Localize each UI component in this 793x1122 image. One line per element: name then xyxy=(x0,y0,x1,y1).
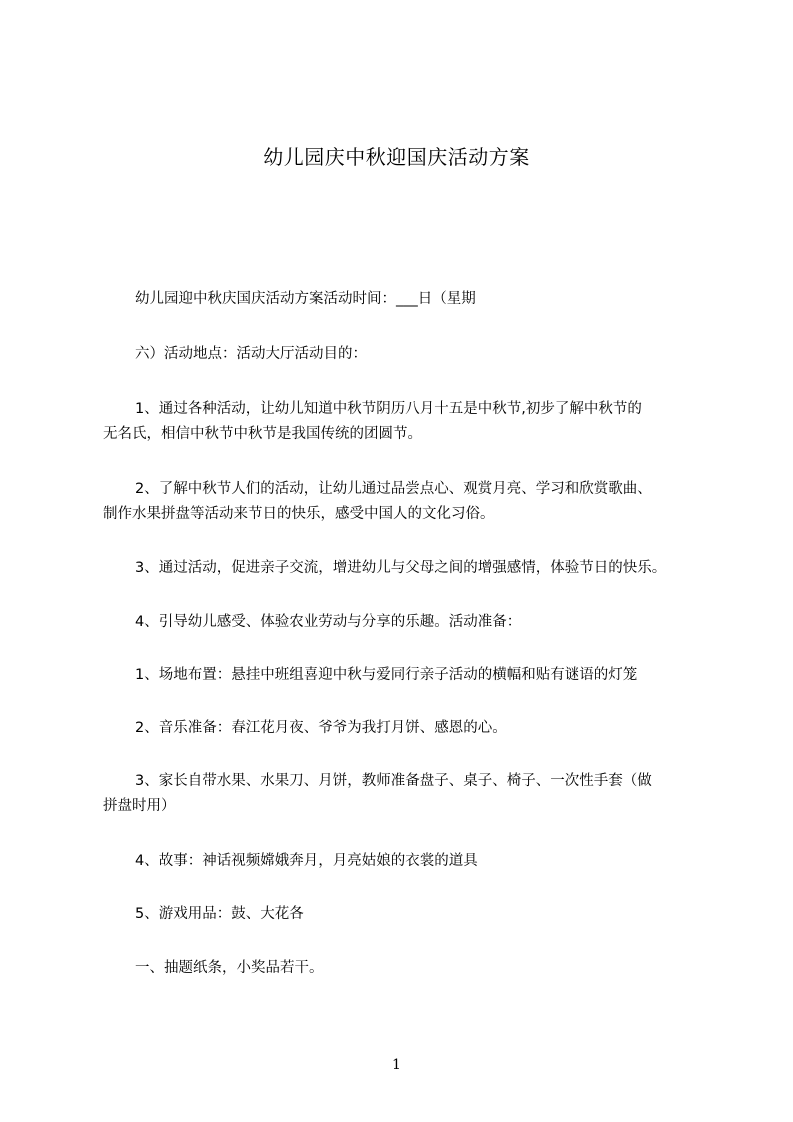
paragraph-line: 拼盘时用） xyxy=(103,798,176,814)
paragraph-line: 无名氏，相信中秋节中秋节是我国传统的团圆节。 xyxy=(103,426,422,442)
paragraph-line: 5、游戏用品：鼓、大花各 xyxy=(135,906,304,922)
page-number: 1 xyxy=(392,1057,401,1073)
paragraph xyxy=(103,716,713,741)
paragraph-line: 3、家长自带水果、水果刀、月饼，教师准备盘子、桌子、椅子、一次性手套（做 xyxy=(135,773,652,789)
paragraph-line: 3、通过活动，促进亲子交流，增进幼儿与父母之间的增强感情，体验节日的快乐。 xyxy=(135,560,667,576)
paragraph xyxy=(103,397,713,447)
paragraph xyxy=(103,342,713,367)
paragraph xyxy=(103,956,713,981)
document-title: 幼儿园庆中秋迎国庆活动方案 xyxy=(263,145,530,169)
paragraph-line: 4、引导幼儿感受、体验农业劳动与分享的乐趣。活动准备： xyxy=(135,614,522,630)
paragraph xyxy=(103,769,713,819)
paragraph-line: 1、场地布置：悬挂中班组喜迎中秋与爱同行亲子活动的横幅和贴有谜语的灯笼 xyxy=(135,667,638,683)
paragraph-line: 幼儿园迎中秋庆国庆活动方案活动时间：___日（星期 xyxy=(135,291,476,307)
paragraph xyxy=(103,287,713,312)
paragraph xyxy=(103,902,713,927)
paragraph xyxy=(103,610,713,635)
paragraph-line: 4、故事：神话视频嫦娥奔月，月亮姑娘的衣裳的道具 xyxy=(135,853,478,869)
paragraph-line: 2、音乐准备：春江花月夜、爷爷为我打月饼、感恩的心。 xyxy=(135,720,507,736)
paragraph-line: 1、通过各种活动，让幼儿知道中秋节阴历八月十五是中秋节,初步了解中秋节的 xyxy=(135,401,642,417)
paragraph-line: 一、抽题纸条，小奖品若干。 xyxy=(135,960,324,976)
paragraph xyxy=(103,849,713,874)
paragraph-line: 六）活动地点：活动大厅活动目的： xyxy=(135,346,367,362)
paragraph-line: 制作水果拼盘等活动来节日的快乐，感受中国人的文化习俗。 xyxy=(103,506,495,522)
paragraph-line: 2、了解中秋节人们的活动，让幼儿通过品尝点心、观赏月亮、学习和欣赏歌曲、 xyxy=(135,481,652,497)
paragraph xyxy=(103,477,713,527)
paragraph xyxy=(103,663,713,688)
paragraph xyxy=(103,556,713,581)
